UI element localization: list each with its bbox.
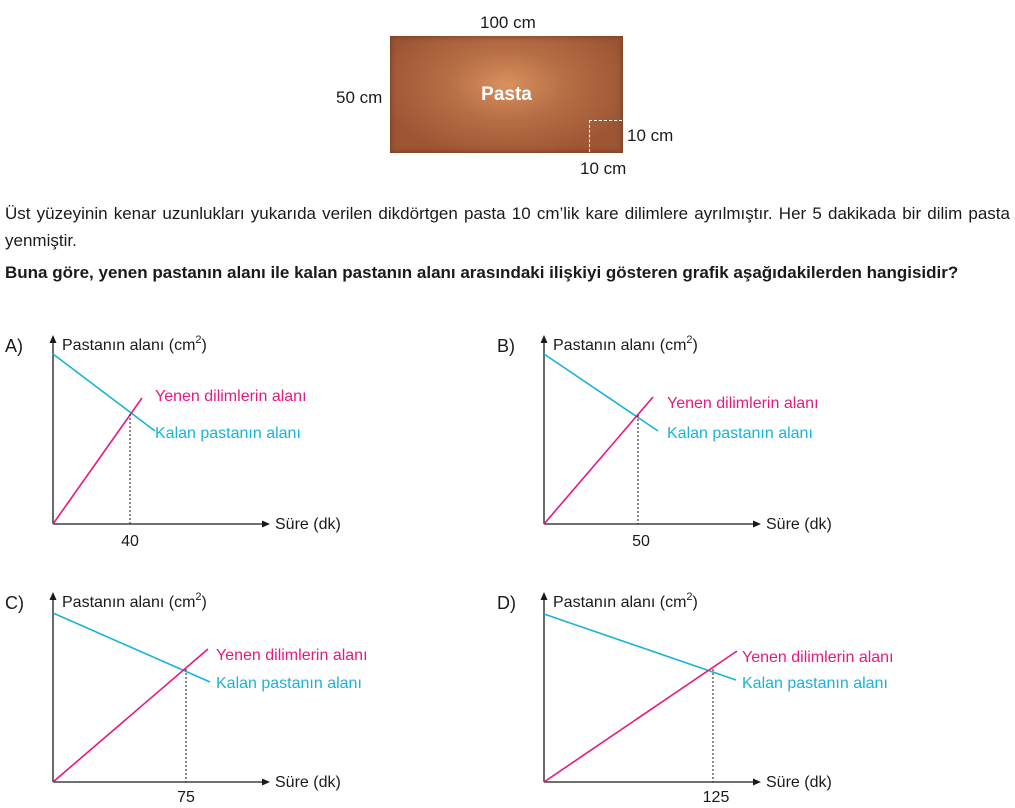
remaining-area-label: Kalan pastanın alanı [155,425,301,442]
x-axis-label: Süre (dk) [275,516,341,533]
y-axis-arrow [50,592,57,600]
y-axis-label: Pastanın alanı $(cm^2)$ [553,334,698,354]
x-axis-arrow [753,521,761,528]
x-axis-label: Süre (dk) [275,774,341,791]
intersection-tick-label: 50 [632,533,650,550]
eaten-area-label: Yenen dilimlerin alanı [667,395,819,412]
cake-width-label: 100 cm [480,13,536,32]
eaten-area-line [53,649,208,782]
option-a-graph [0,330,380,560]
eaten-area-label: Yenen dilimlerin alanı [742,649,894,666]
eaten-area-line [544,651,737,782]
y-axis-label: Pastanın alanı $(cm^2)$ [62,334,207,354]
slice-bottom-label: 10 cm [580,159,627,178]
y-axis-label: Pastanın alanı $(cm^2)$ [553,591,698,611]
remaining-area-line [544,614,736,680]
option-d-graph [491,587,911,808]
cake-label: Pasta [481,84,532,105]
y-axis-arrow [541,335,548,343]
cake-rectangle [390,36,623,153]
slice-side-label: 10 cm [627,126,674,145]
intersection-tick-label: 125 [702,789,730,806]
x-axis-label: Süre (dk) [766,774,832,791]
remaining-area-line [544,354,658,431]
y-axis-label: Pastanın alanı $(cm^2)$ [62,591,207,611]
eaten-area-line [544,397,653,524]
option-d-letter: D) [497,593,516,613]
option-c-letter: C) [5,593,24,613]
slice-outline [589,120,622,152]
y-axis-arrow [541,592,548,600]
eaten-area-label: Yenen dilimlerin alanı [155,388,307,405]
remaining-area-label: Kalan pastanın alanı [742,675,888,692]
intersection-tick-label: 75 [177,789,195,806]
option-c-graph [0,587,400,808]
option-b-graph [491,330,871,560]
eaten-area-line [53,398,142,524]
y-axis-arrow [50,335,57,343]
x-axis-arrow [753,779,761,786]
question-text: Üst yüzeyinin kenar uzunlukları yukarıda verilen dikdörtgen pasta 10 cm’lik kare dilimlere ayrılmıştır. Her 5 dakikada bir dilim pasta yenmiştir. [5,204,1010,250]
x-axis-label: Süre (dk) [766,516,832,533]
eaten-area-label: Yenen dilimlerin alanı [216,647,368,664]
x-axis-arrow [262,779,270,786]
remaining-area-label: Kalan pastanın alanı [667,425,813,442]
option-b-letter: B) [497,336,515,356]
option-a-letter: A) [5,336,23,356]
remaining-area-line [53,354,155,431]
remaining-area-line [53,613,210,682]
intersection-tick-label: 40 [121,533,139,550]
question-prompt: Buna göre, yenen pastanın alanı ile kalan pastanın alanı arasındaki ilişkiyi gösteren grafik aşağıdakilerden hangisidir? [5,263,959,282]
cake-height-label: 50 cm [336,88,383,107]
remaining-area-label: Kalan pastanın alanı [216,675,362,692]
x-axis-arrow [262,521,270,528]
